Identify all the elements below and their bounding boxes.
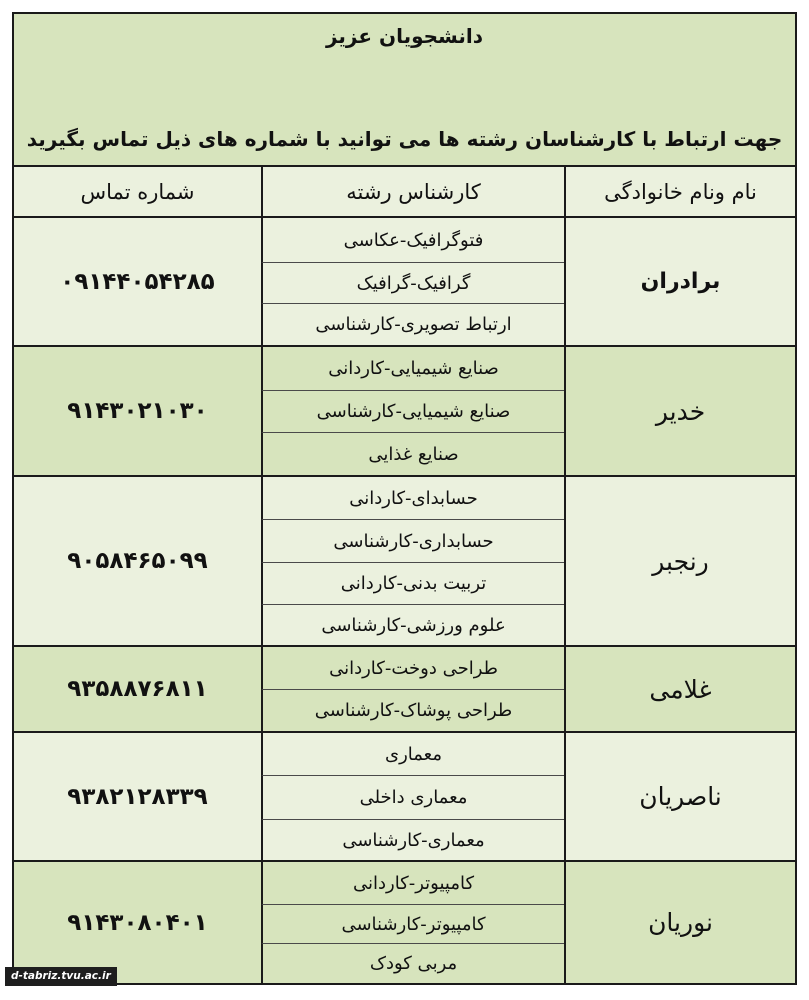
contact-field: تربیت بدنی-کاردانی xyxy=(261,563,564,605)
banner xyxy=(14,14,795,167)
contact-field: ارتباط تصویری-کارشناسی xyxy=(261,304,564,347)
contact-name: رنجبر xyxy=(564,477,795,647)
contact-field: معماری xyxy=(261,733,564,776)
column-header-phone: شماره تماس xyxy=(14,167,261,218)
contact-field: طراحی پوشاک-کارشناسی xyxy=(261,690,564,733)
column-header-field: کارشناس رشته xyxy=(261,167,564,218)
contact-phone: ۹۳۵۸۸۷۶۸۱۱ xyxy=(14,647,261,733)
contact-name: نوریان xyxy=(564,862,795,983)
contact-field: حسابداری-کارشناسی xyxy=(261,520,564,563)
watermark: d-tabriz.tvu.ac.ir xyxy=(5,967,117,986)
banner-subtitle: جهت ارتباط با کارشناسان رشته ها می توانید با شماره های ذیل تماس بگیرید xyxy=(26,127,783,151)
contact-phone: ۹۱۴۳۰۸۰۴۰۱ xyxy=(14,862,261,983)
contact-field: صنایع شیمیایی-کاردانی xyxy=(261,347,564,391)
contact-field: گرافیک-گرافیک xyxy=(261,263,564,304)
contact-field: معماری داخلی xyxy=(261,776,564,820)
contact-field: صنایع غذایی xyxy=(261,433,564,477)
contact-phone: ۹۱۴۳۰۲۱۰۳۰ xyxy=(14,347,261,477)
contact-name: خدیر xyxy=(564,347,795,477)
contact-field: صنایع شیمیایی-کارشناسی xyxy=(261,391,564,433)
contact-phone: ۹۳۸۲۱۲۸۳۳۹ xyxy=(14,733,261,862)
contact-phone: ۰۹۱۴۴۰۵۴۲۸۵ xyxy=(14,218,261,347)
contact-phone: ۹۰۵۸۴۶۵۰۹۹ xyxy=(14,477,261,647)
contact-field: کامپیوتر-کاردانی xyxy=(261,862,564,905)
contacts-table xyxy=(12,12,797,985)
contact-field: طراحی دوخت-کاردانی xyxy=(261,647,564,690)
banner-title: دانشجویان عزیز xyxy=(325,24,484,48)
contact-name: غلامی xyxy=(564,647,795,733)
contact-field: فتوگرافیک-عکاسی xyxy=(261,218,564,263)
contact-field: حسابدای-کاردانی xyxy=(261,477,564,520)
contact-name: برادران xyxy=(564,218,795,347)
contact-field: کامپیوتر-کارشناسی xyxy=(261,905,564,944)
column-header-name: نام ونام خانوادگی xyxy=(564,167,795,218)
contact-name: ناصریان xyxy=(564,733,795,862)
contact-field: معماری-کارشناسی xyxy=(261,820,564,862)
contact-field: مربی کودک xyxy=(261,944,564,983)
contact-field: علوم ورزشی-کارشناسی xyxy=(261,605,564,647)
